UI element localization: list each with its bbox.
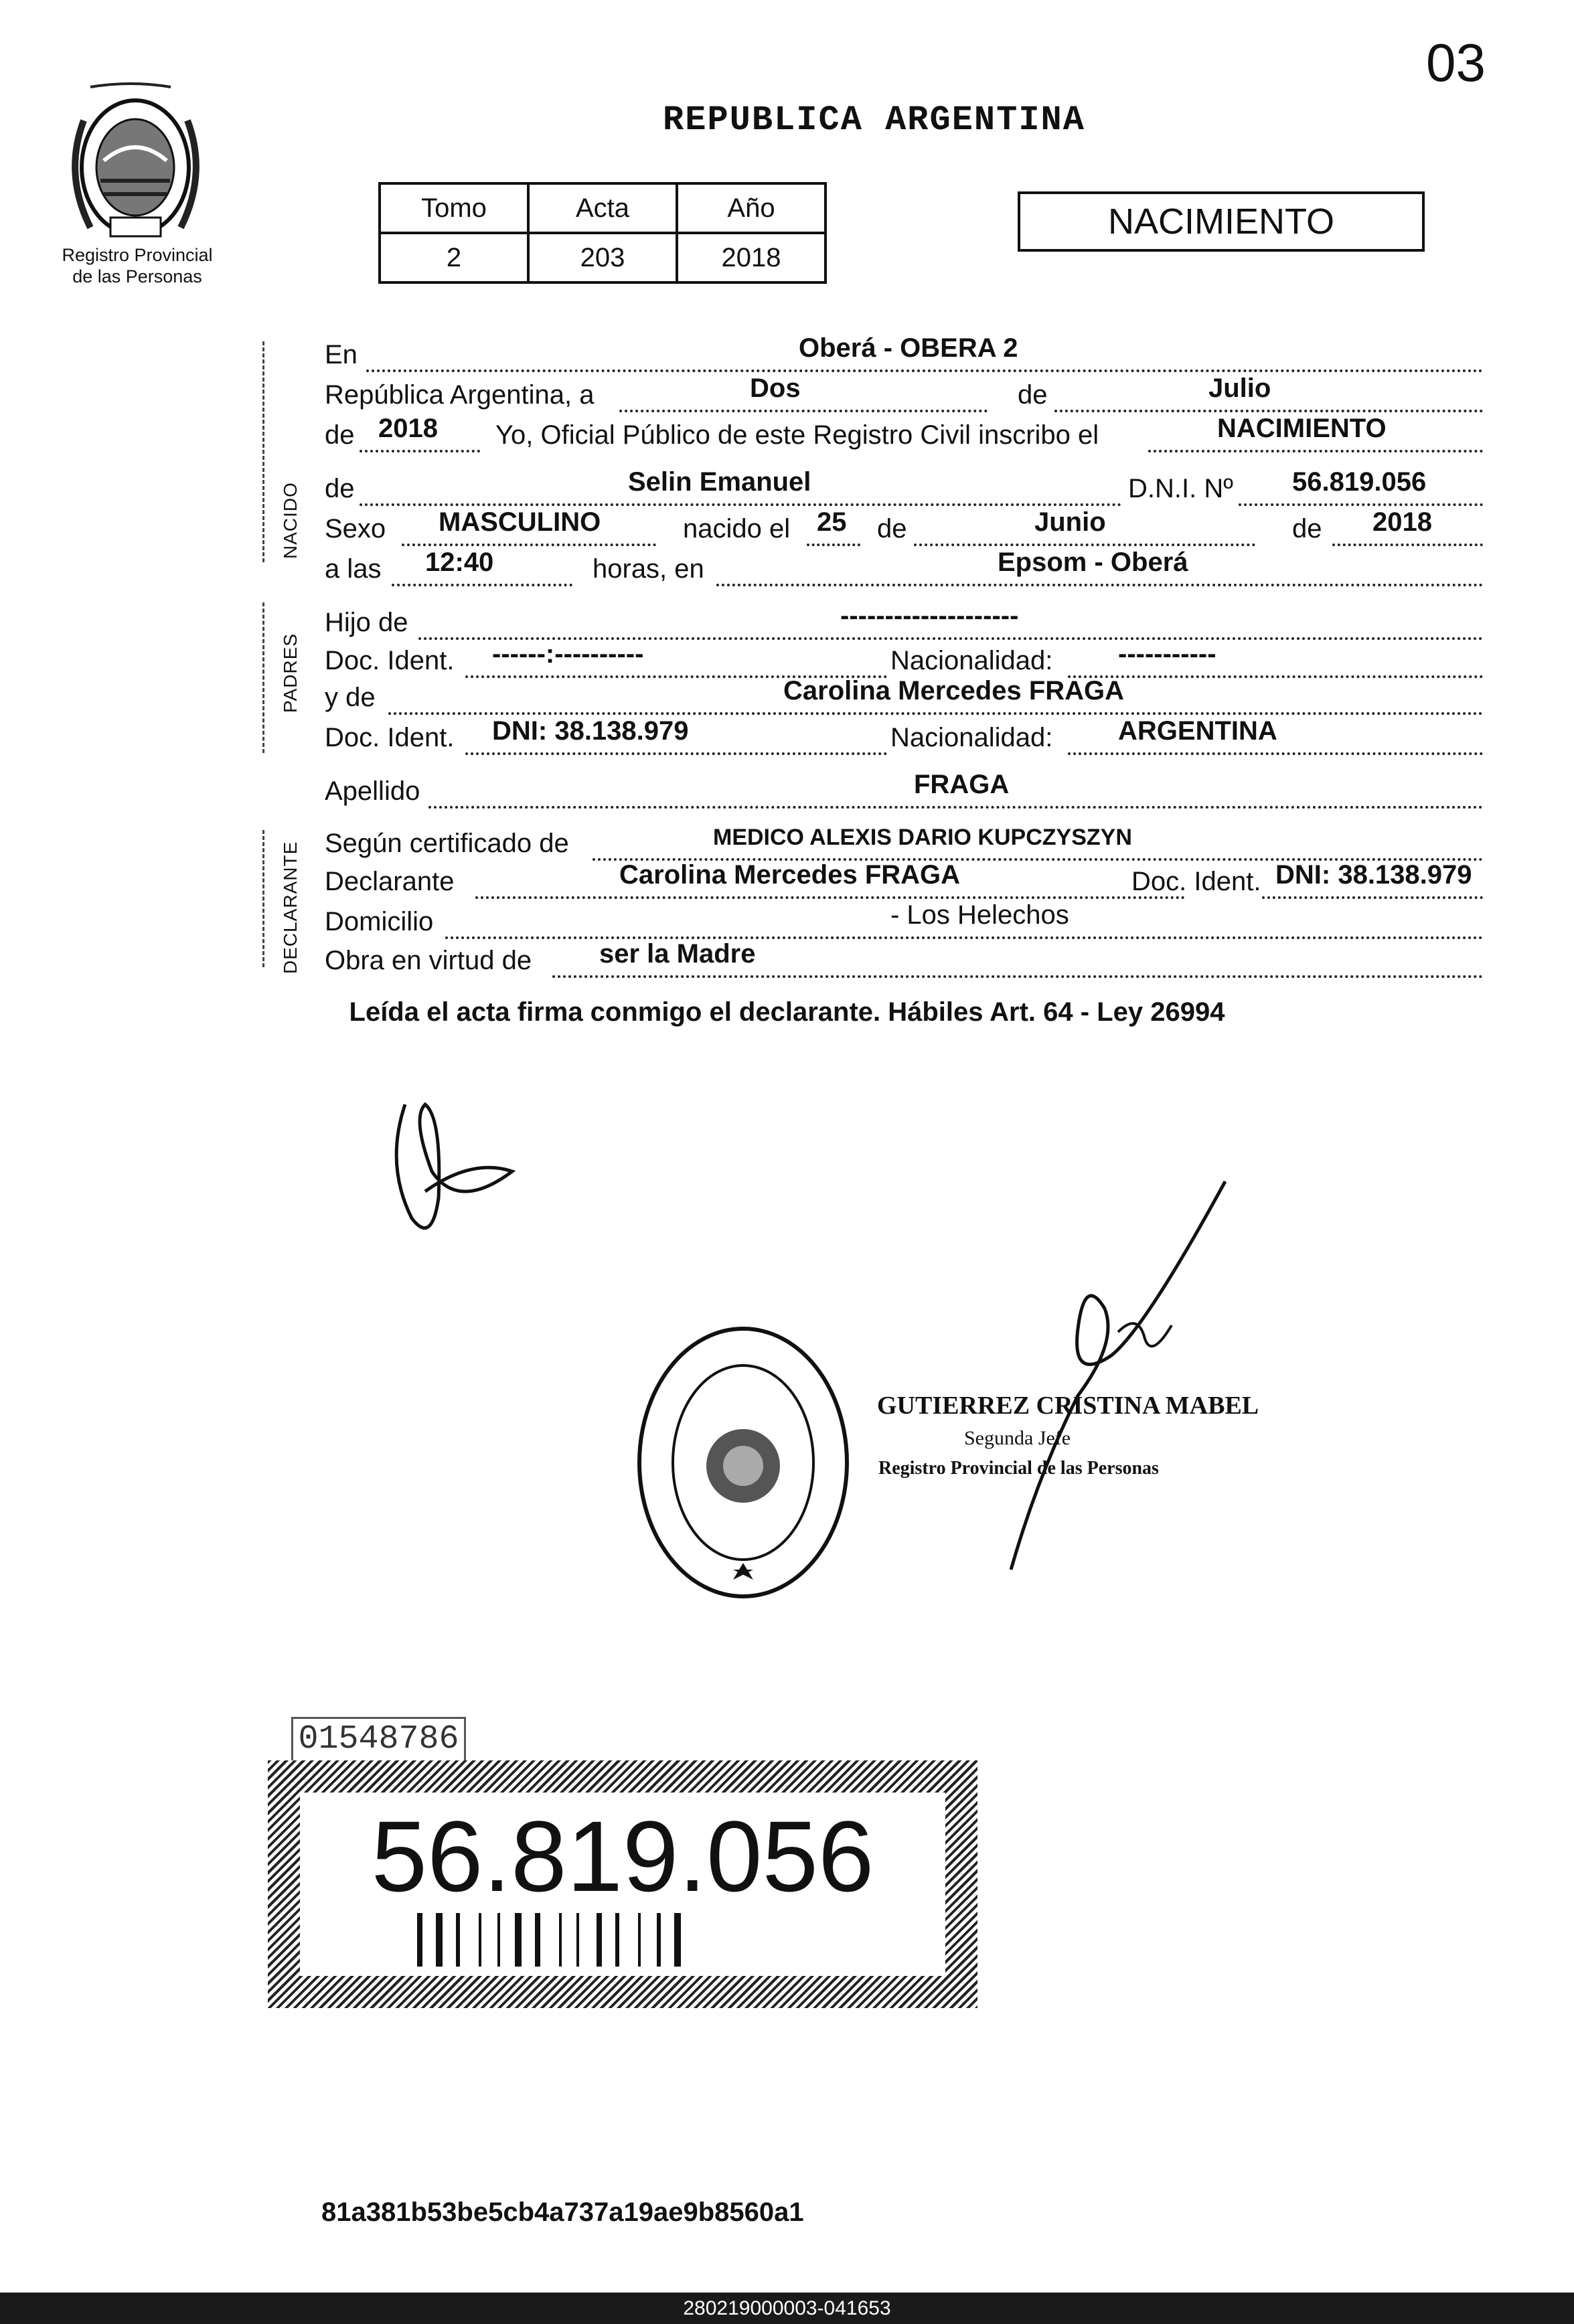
label-yo-oficial: Yo, Oficial Público de este Registro Civil inscribo el <box>495 420 1099 450</box>
barcode-bar <box>497 1913 500 1967</box>
header-acta: Acta <box>528 183 677 233</box>
dotted-line <box>1148 450 1483 452</box>
value-mes-nac: Junio <box>1034 507 1106 537</box>
value-obra-en-virtud: ser la Madre <box>599 939 756 969</box>
page-number: 03 <box>1426 33 1486 92</box>
dni-stamp-number: 56.819.056 <box>371 1800 874 1912</box>
dotted-line <box>388 712 1483 715</box>
label-apellido: Apellido <box>325 776 420 806</box>
dotted-line <box>1262 896 1483 899</box>
header-anio: Año <box>677 183 825 233</box>
value-lugar-nac: Epsom - Oberá <box>998 548 1188 577</box>
barcode-bar <box>674 1913 681 1967</box>
value-anio-nac: 2018 <box>1372 507 1432 537</box>
value-padre: -------------------- <box>840 601 1019 631</box>
declarant-signature <box>365 1098 539 1265</box>
document-title: REPUBLICA ARGENTINA <box>663 100 1085 140</box>
official-role: Segunda Jefe <box>964 1427 1071 1449</box>
record-type-box: NACIMIENTO <box>1018 191 1425 252</box>
row-fecha-acta <box>325 374 1483 418</box>
label-doc-ident: Doc. Ident. <box>325 646 455 675</box>
value-declarante-doc: DNI: 38.138.979 <box>1275 860 1472 890</box>
value-madre-doc: DNI: 38.138.979 <box>492 716 689 746</box>
label-de: de <box>877 514 907 544</box>
barcode <box>417 1913 832 1967</box>
section-label-nacido: NACIDO <box>280 482 301 559</box>
label-republica: República Argentina, a <box>325 380 595 410</box>
label-dni-no: D.N.I. Nº <box>1128 474 1233 503</box>
value-tomo: 2 <box>380 233 528 282</box>
row-apellido <box>325 770 1483 814</box>
dotted-line <box>428 806 1483 809</box>
row-inscripcion <box>325 414 1483 458</box>
value-anio-acta: 2018 <box>378 414 438 443</box>
value-anio: 2018 <box>677 233 825 282</box>
barcode-bar <box>559 1913 562 1967</box>
dotted-line <box>619 410 988 412</box>
barcode-bar <box>615 1913 619 1967</box>
section-bar <box>262 341 264 562</box>
value-padre-nac: ----------- <box>1118 639 1216 669</box>
barcode-bar <box>436 1913 443 1967</box>
document-hash: 81a381b53be5cb4a737a19ae9b8560a1 <box>321 2197 804 2227</box>
row-nombre <box>325 467 1483 511</box>
closing-statement: Leída el acta firma conmigo el declarante. Hábiles Art. 64 - Ley 26994 <box>349 997 1225 1027</box>
section-label-padres: PADRES <box>280 633 301 713</box>
label-a-las: a las <box>325 554 382 584</box>
row-madre <box>325 676 1483 720</box>
barcode-bar <box>597 1913 602 1967</box>
label-de: de <box>325 474 355 503</box>
dni-stamp-frame <box>268 1760 977 2008</box>
label-doc-ident: Doc. Ident. <box>325 723 455 752</box>
dotted-line <box>392 584 572 586</box>
logo-caption-line2: de las Personas <box>72 266 202 286</box>
dotted-line <box>552 975 1483 978</box>
value-certificado: MEDICO ALEXIS DARIO KUPCZYSZYN <box>713 825 1132 850</box>
acta-table <box>378 182 827 284</box>
label-en: En <box>325 340 358 369</box>
label-domicilio: Domicilio <box>325 907 434 936</box>
official-seal-stamp <box>633 1322 854 1603</box>
header-tomo: Tomo <box>380 183 528 233</box>
dotted-line <box>807 544 860 546</box>
label-de: de <box>1292 514 1322 544</box>
barcode-bar <box>576 1913 579 1967</box>
dotted-line <box>366 369 1483 372</box>
footer-code: 280219000003-041653 <box>0 2293 1574 2324</box>
value-mes-acta: Julio <box>1208 374 1271 403</box>
label-obra-en-virtud: Obra en virtud de <box>325 946 532 975</box>
label-declarante: Declarante <box>325 867 455 896</box>
dotted-line <box>360 503 1121 506</box>
row-lugar <box>325 333 1483 378</box>
row-sexo-nacimiento <box>325 507 1483 552</box>
acta-table-value-row <box>380 233 825 282</box>
value-nombre: Selin Emanuel <box>628 467 811 497</box>
value-madre-nac: ARGENTINA <box>1118 716 1277 746</box>
row-obra-en-virtud <box>325 939 1483 983</box>
label-horas-en: horas, en <box>593 554 704 584</box>
logo-caption <box>37 244 238 287</box>
value-hora: 12:40 <box>425 548 494 577</box>
barcode-bar <box>479 1913 481 1967</box>
dotted-line <box>1332 544 1483 546</box>
barcode-bar <box>456 1913 460 1967</box>
section-bar <box>262 602 264 753</box>
value-apellido: FRAGA <box>914 770 1010 799</box>
label-de: de <box>325 420 355 450</box>
label-nacionalidad: Nacionalidad: <box>890 646 1053 675</box>
official-signature <box>951 1178 1232 1580</box>
barcode-bar <box>535 1913 540 1967</box>
label-nacido-el: nacido el <box>683 514 791 544</box>
dotted-line <box>1068 675 1483 678</box>
barcode-bar <box>515 1913 522 1967</box>
row-domicilio <box>325 900 1483 944</box>
row-declarante <box>325 860 1483 904</box>
label-de: de <box>1018 380 1048 410</box>
value-padre-doc: ------:---------- <box>492 639 644 669</box>
section-label-declarante: DECLARANTE <box>280 841 301 974</box>
value-dia-acta: Dos <box>750 374 801 403</box>
value-dni: 56.819.056 <box>1292 467 1427 497</box>
dotted-line <box>465 752 887 755</box>
dotted-line <box>360 450 480 452</box>
dotted-line <box>914 544 1255 546</box>
dotted-line <box>716 584 1483 586</box>
value-domicilio: - Los Helechos <box>890 900 1069 930</box>
value-dia-nac: 25 <box>817 507 847 537</box>
barcode-bar <box>638 1913 641 1967</box>
row-hora-lugar <box>325 548 1483 592</box>
barcode-bar <box>657 1913 661 1967</box>
section-bar <box>262 830 264 967</box>
label-doc-ident-short: Doc. Ident. <box>1131 867 1261 896</box>
label-nacionalidad: Nacionalidad: <box>890 723 1053 752</box>
barcode-bar <box>417 1913 422 1967</box>
value-lugar: Oberá - OBERA 2 <box>799 333 1018 363</box>
value-declarante: Carolina Mercedes FRAGA <box>619 860 961 890</box>
misiones-seal-logo <box>64 80 208 248</box>
value-acta: 203 <box>528 233 677 282</box>
dotted-line <box>1054 410 1483 412</box>
dotted-line <box>1068 752 1483 755</box>
logo-caption-line1: Registro Provincial <box>62 245 213 265</box>
dni-stamp <box>300 1793 945 1976</box>
serial-number: 01548786 <box>291 1717 466 1762</box>
official-name: GUTIERREZ CRISTINA MABEL <box>877 1392 1259 1420</box>
acta-table-header-row <box>380 183 825 233</box>
value-tipo-inscripcion: NACIMIENTO <box>1217 414 1387 443</box>
dotted-line <box>1239 503 1483 506</box>
row-madre-doc <box>325 716 1483 760</box>
label-sexo: Sexo <box>325 514 386 544</box>
label-hijo-de: Hijo de <box>325 608 408 637</box>
dotted-line <box>475 896 1185 899</box>
dotted-line <box>402 544 656 546</box>
value-madre: Carolina Mercedes FRAGA <box>783 676 1125 706</box>
official-office: Registro Provincial de las Personas <box>878 1458 1159 1479</box>
label-y-de: y de <box>325 683 376 712</box>
label-segun-certificado: Según certificado de <box>325 829 569 858</box>
value-sexo: MASCULINO <box>439 507 601 537</box>
